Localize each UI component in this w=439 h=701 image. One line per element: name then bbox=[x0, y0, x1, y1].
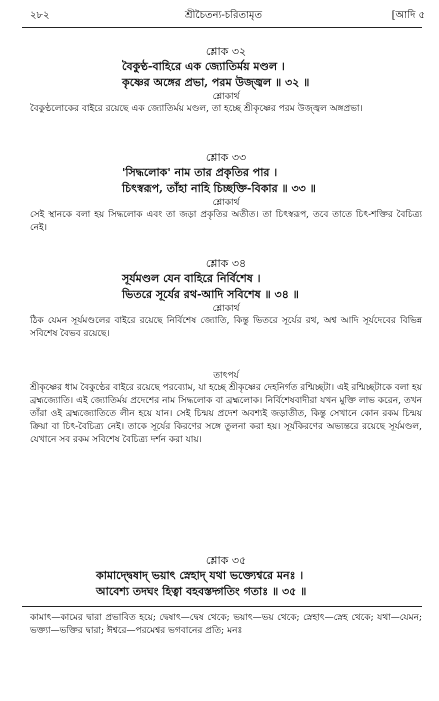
header-rule bbox=[22, 27, 422, 28]
verse-line: ভিতরে সূর্যের রথ-আদি সবিশেষ ॥ ৩৪ ॥ bbox=[122, 288, 299, 301]
verse-line: বৈকুণ্ঠ-বাহিরে এক জ্যোতির্ময় মণ্ডল । bbox=[122, 60, 285, 73]
book-title: শ্রীচৈতন্য-চরিতামৃত bbox=[185, 10, 262, 21]
translation-text: সেই স্থানকে বলা হয় সিদ্ধলোক এবং তা জড়া প্রকৃতির অতীত। তা চিৎস্বরূপ, তবে তাতে চিৎ-শক্তির বৈচিত্র্য নেই। bbox=[30, 210, 422, 233]
purport-text: শ্রীকৃষ্ণের ধাম বৈকুণ্ঠের বাইরে রয়েছে পরব্যোম, যা হচ্ছে শ্রীকৃষ্ণের দেহনির্গত রশ্মিচ্ছটা। এই রশ্মিচ্ছটাকে বলা হয় ব্রহ্মজ্যোতি। এই জ্যোতির্ময় প্রদেশের নাম সিদ্ধলোক বা ব্রহ্মলোক। নির্বিশেষবাদীরা যখন মুক্তি লাভ করেন, তখন তাঁরা ওই ব্রহ্মজ্যোতিতে লীন হয়ে যান। সেই চিন্ময় প্রদেশ অবশ্যই জড়াতীত, কিন্তু সেখানে কোন রকম চিন্ময় ক্রিয়া বা চিৎ-বৈচিত্র্য নেই। তাকে সূর্যের কিরণের সঙ্গে তুলনা করা হয়। সূর্যকিরণের অভ্যন্তরে রয়েছে সূর্যমণ্ডল, যেখানে সব রকম সবিশেষ বৈচিত্র্য দর্শন করা যায়। bbox=[30, 383, 422, 445]
verse-line: কৃষ্ণের অঙ্গের প্রভা, পরম উজ্জ্বল ॥ ৩২ ॥ bbox=[122, 76, 310, 89]
shloka-heading: শ্লোক ৩২ bbox=[205, 45, 247, 58]
verse-line: সূর্যমণ্ডল যেন বাহিরে নির্বিশেষ । bbox=[122, 272, 261, 285]
shloka-32-section bbox=[30, 44, 422, 116]
page-header bbox=[22, 8, 425, 24]
translation-text: বৈকুণ্ঠলোকের বাইরে রয়েছে এক জ্যোতির্ময় মণ্ডল, তা হচ্ছে শ্রীকৃষ্ণের পরম উজ্জ্বল অঙ্গপ্রভা। bbox=[30, 104, 363, 114]
shloka-33-section bbox=[30, 150, 422, 235]
purport-section bbox=[30, 370, 422, 447]
verse-line: চিৎস্বরূপ, তাঁহা নাহি চিচ্ছক্তি-বিকার ॥ ৩৩ ॥ bbox=[122, 182, 316, 195]
verse-line: 'সিদ্ধলোক' নাম তার প্রকৃতির পার । bbox=[122, 166, 278, 179]
verse-line: কামাদ্দ্বেষাদ্ ভয়াৎ স্নেহাদ্ যথা ভক্ত্যেশ্বরে মনঃ । bbox=[96, 569, 304, 582]
verse-line: আবেশ্য তদঘং হিত্বা বহবস্তদ্গতিং গতাঃ ॥ ৩৫ ॥ bbox=[96, 585, 307, 598]
shloka-heading: শ্লোক ৩৩ bbox=[205, 151, 247, 164]
chapter-reference: [আদি ৫ bbox=[391, 10, 425, 21]
page-number: ২৮২ bbox=[30, 10, 50, 21]
shloka-34-section bbox=[30, 256, 422, 341]
section-rule bbox=[22, 606, 422, 607]
synonyms-text: কামাৎ—কামের দ্বারা প্রভাবিত হয়ে; দ্বেষাৎ—দ্বেষ থেকে; ভয়াৎ—ভয় থেকে; স্নেহাৎ—স্নেহ থেকে; যথা—যেমন; ভক্ত্যা—ভক্তির দ্বারা; ঈশ্বরে—পরমেশ্বর ভগবানের প্রতি; মনঃ bbox=[30, 613, 422, 636]
shloka-heading: শ্লোক ৩৪ bbox=[205, 257, 247, 270]
translation-label: শ্লোকার্থ bbox=[212, 92, 240, 102]
translation-label: শ্লোকার্থ bbox=[212, 198, 240, 208]
translation-label: শ্লোকার্থ bbox=[212, 304, 240, 314]
shloka-heading: শ্লোক ৩৫ bbox=[205, 554, 247, 567]
translation-text: ঠিক যেমন সূর্যমণ্ডলের বাইরে রয়েছে নির্বিশেষ জ্যোতি, কিন্তু ভিতরে সূর্যের রথ, অশ্ব আদি সূর্যদেবের বিভিন্ন সবিশেষ বৈভব রয়েছে। bbox=[30, 316, 422, 339]
shloka-35-section bbox=[30, 553, 422, 600]
purport-label: তাৎপর্য bbox=[213, 371, 239, 381]
synonyms-section bbox=[30, 612, 422, 638]
